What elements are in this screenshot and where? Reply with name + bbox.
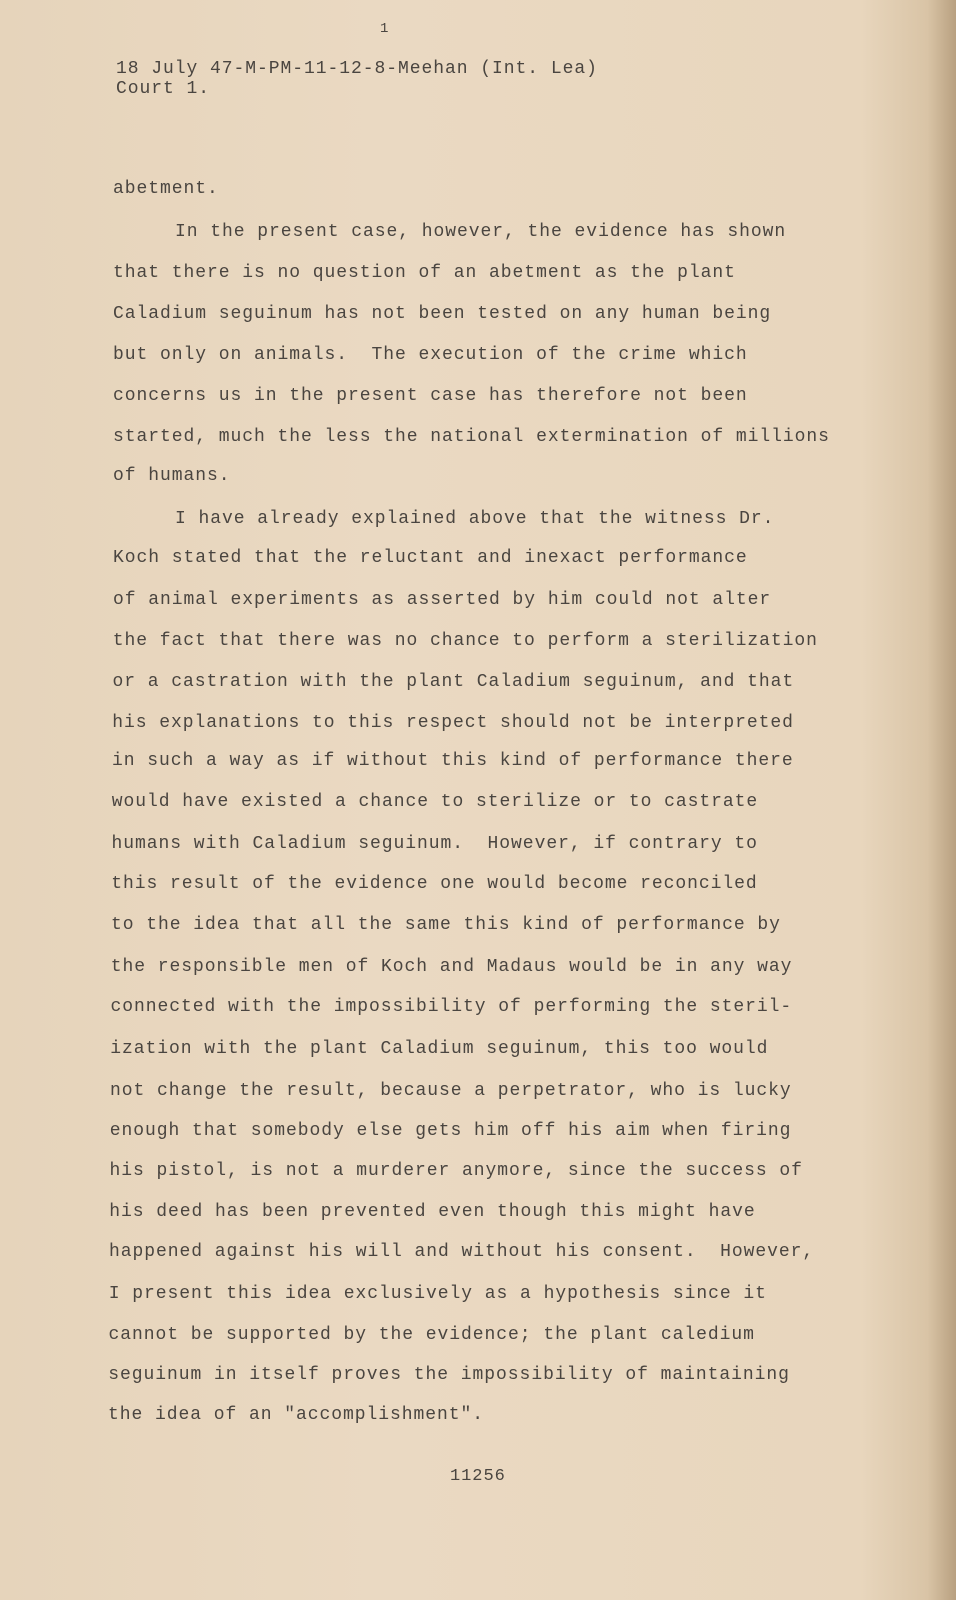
text-line: of humans. xyxy=(113,466,231,486)
text-line: would have existed a chance to sterilize or to castrate xyxy=(111,792,759,812)
text-line: the fact that there was no chance to perform a sterilization xyxy=(112,631,818,651)
text-line: connected with the impossibility of performing the steril- xyxy=(110,997,793,1017)
text-line: that there is no question of an abetment as the plant xyxy=(113,263,736,283)
text-line: enough that somebody else gets him off his aim when firing xyxy=(109,1121,792,1141)
text-line: started, much the less the national extermination of millions xyxy=(113,427,830,447)
text-line: his deed has been prevented even though this might have xyxy=(109,1202,756,1222)
text-line: of animal experiments as asserted by him could not alter xyxy=(113,590,772,610)
text-line: humans with Caladium seguinum. However, if contrary to xyxy=(111,834,758,854)
text-line: cannot be supported by the evidence; the plant caledium xyxy=(108,1325,755,1345)
text-line: his explanations to this respect should not be interpreted xyxy=(112,713,794,733)
text-line: ization with the plant Caladium seguinum, this too would xyxy=(110,1039,769,1059)
text-line: happened against his will and without his consent. However, xyxy=(109,1242,815,1262)
text-line: this result of the evidence one would become reconciled xyxy=(111,874,758,894)
text-line: the responsible men of Koch and Madaus would be in any way xyxy=(110,957,793,977)
text-line: or a castration with the plant Caladium seguinum, and that xyxy=(112,672,795,692)
text-line: concerns us in the present case has therefore not been xyxy=(113,386,748,406)
text-line: but only on animals. The execution of the crime which xyxy=(113,345,748,365)
text-line: his pistol, is not a murderer anymore, since the success of xyxy=(109,1161,803,1181)
text-line: to the idea that all the same this kind of performance by xyxy=(111,915,781,935)
text-line: I present this idea exclusively as a hypothesis since it xyxy=(108,1284,767,1304)
top-mark: 1 xyxy=(380,21,390,37)
text-line: Caladium seguinum has not been tested on any human being xyxy=(113,304,772,324)
header-line-2: Court 1. xyxy=(116,79,211,99)
text-line: abetment. xyxy=(113,179,219,199)
text-line: not change the result, because a perpetrator, who is lucky xyxy=(110,1081,792,1101)
text-line: in such a way as if without this kind of performance there xyxy=(112,751,794,771)
text-line: the idea of an "accomplishment". xyxy=(108,1405,485,1425)
header-line-1: 18 July 47-M-PM-11-12-8-Meehan (Int. Lea) xyxy=(116,59,598,79)
text-line: seguinum in itself proves the impossibility of maintaining xyxy=(108,1365,790,1385)
text-line: I have already explained above that the witness Dr. xyxy=(175,509,775,529)
page-number: 11256 xyxy=(450,1467,506,1486)
text-line: Koch stated that the reluctant and inexact performance xyxy=(113,548,748,568)
text-line: In the present case, however, the evidence has shown xyxy=(175,222,787,242)
